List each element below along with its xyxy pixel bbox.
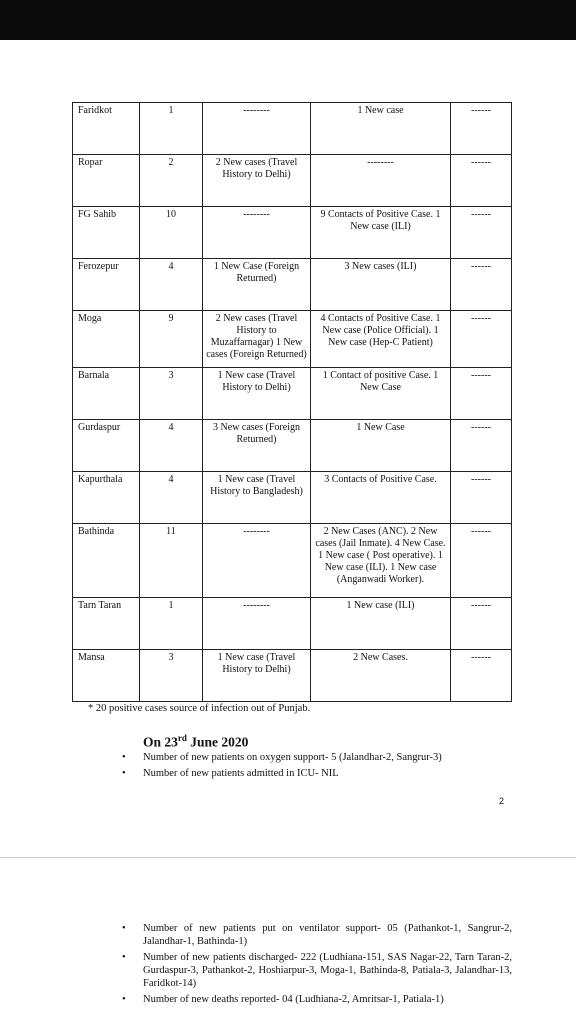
list-item: [122, 751, 502, 764]
bullet-icon: •: [122, 994, 126, 1005]
other-source-cell: ------: [451, 598, 512, 650]
contact-source-cell: 2 New Cases (ANC). 2 New cases (Jail Inmate). 4 New Case. 1 New case ( Post operative). 1 New case (ILI). 1 New case (Anganwadi Worker).: [311, 524, 451, 598]
page2-bullet-list: [122, 922, 512, 1009]
count-cell: 4: [140, 259, 203, 311]
contact-source-cell: 1 Contact of positive Case. 1 New Case: [311, 368, 451, 420]
contact-source-cell: 2 New Cases.: [311, 650, 451, 702]
list-item-text: Number of new patients discharged- 222 (Ludhiana-151, SAS Nagar-22, Tarn Taran-2, Gurdaspur-3, Pathankot-2, Hoshiarpur-3, Moga-1, Bathinda-8, Patiala-3, Jalandhar-13, Faridkot-14): [143, 952, 512, 989]
other-source-cell: ------: [451, 259, 512, 311]
table-row: [73, 524, 512, 598]
count-cell: 3: [140, 368, 203, 420]
count-cell: 11: [140, 524, 203, 598]
heading-ordinal-suffix: rd: [177, 733, 187, 743]
other-source-cell: ------: [451, 420, 512, 472]
table-row: [73, 598, 512, 650]
district-cell: Ferozepur: [73, 259, 140, 311]
contact-source-cell: 3 New cases (ILI): [311, 259, 451, 311]
bullet-icon: •: [122, 752, 126, 763]
district-cell: Faridkot: [73, 103, 140, 155]
other-source-cell: ------: [451, 368, 512, 420]
count-cell: 10: [140, 207, 203, 259]
list-item: [122, 993, 512, 1006]
travel-source-cell: 1 New case (Travel History to Delhi): [203, 650, 311, 702]
table-row: [73, 259, 512, 311]
list-item: [122, 922, 512, 948]
district-cell: Moga: [73, 311, 140, 368]
section-heading: [143, 733, 248, 751]
table-row: [73, 472, 512, 524]
count-cell: 4: [140, 472, 203, 524]
heading-date: On 23: [143, 734, 178, 750]
other-source-cell: ------: [451, 472, 512, 524]
count-cell: 9: [140, 311, 203, 368]
table-row: [73, 103, 512, 155]
table-row: [73, 420, 512, 472]
table-row: [73, 311, 512, 368]
table-row: [73, 368, 512, 420]
list-item: [122, 951, 512, 990]
other-source-cell: ------: [451, 155, 512, 207]
district-cell: Tarn Taran: [73, 598, 140, 650]
district-cell: Ropar: [73, 155, 140, 207]
district-cell: Mansa: [73, 650, 140, 702]
count-cell: 1: [140, 598, 203, 650]
bullet-icon: •: [122, 952, 126, 963]
district-cases-table: [72, 102, 512, 702]
count-cell: 2: [140, 155, 203, 207]
contact-source-cell: --------: [311, 155, 451, 207]
list-item-text: Number of new patients admitted in ICU- NIL: [143, 768, 339, 779]
other-source-cell: ------: [451, 650, 512, 702]
travel-source-cell: 2 New cases (Travel History to Delhi): [203, 155, 311, 207]
travel-source-cell: 2 New cases (Travel History to Muzaffarnagar) 1 New cases (Foreign Returned): [203, 311, 311, 368]
contact-source-cell: 4 Contacts of Positive Case. 1 New case (Police Official). 1 New case (Hep-C Patient): [311, 311, 451, 368]
document-page-2: [0, 858, 576, 1024]
travel-source-cell: --------: [203, 598, 311, 650]
other-source-cell: ------: [451, 103, 512, 155]
travel-source-cell: 1 New Case (Foreign Returned): [203, 259, 311, 311]
travel-source-cell: --------: [203, 103, 311, 155]
section-bullet-list: [122, 751, 502, 783]
other-source-cell: ------: [451, 207, 512, 259]
table-row: [73, 207, 512, 259]
footnote: * 20 positive cases source of infection out of Punjab.: [88, 703, 311, 714]
other-source-cell: ------: [451, 311, 512, 368]
contact-source-cell: 9 Contacts of Positive Case. 1 New case (ILI): [311, 207, 451, 259]
contact-source-cell: 3 Contacts of Positive Case.: [311, 472, 451, 524]
bullet-icon: •: [122, 923, 126, 934]
contact-source-cell: 1 New Case: [311, 420, 451, 472]
district-cell: Gurdaspur: [73, 420, 140, 472]
district-cell: FG Sahib: [73, 207, 140, 259]
table-row: [73, 650, 512, 702]
travel-source-cell: 3 New cases (Foreign Returned): [203, 420, 311, 472]
list-item: [122, 767, 502, 780]
top-black-bar: [0, 0, 576, 40]
count-cell: 1: [140, 103, 203, 155]
list-item-text: Number of new patients put on ventilator support- 05 (Pathankot-1, Sangrur-2, Jalandhar-1, Bathinda-1): [143, 923, 512, 947]
district-cell: Kapurthala: [73, 472, 140, 524]
page-number: 2: [499, 796, 505, 806]
travel-source-cell: --------: [203, 524, 311, 598]
document-page-1: [0, 40, 576, 857]
list-item-text: Number of new deaths reported- 04 (Ludhiana-2, Amritsar-1, Patiala-1): [143, 994, 444, 1005]
contact-source-cell: 1 New case (ILI): [311, 598, 451, 650]
travel-source-cell: 1 New case (Travel History to Bangladesh): [203, 472, 311, 524]
other-source-cell: ------: [451, 524, 512, 598]
district-cell: Bathinda: [73, 524, 140, 598]
count-cell: 4: [140, 420, 203, 472]
bullet-icon: •: [122, 768, 126, 779]
contact-source-cell: 1 New case: [311, 103, 451, 155]
count-cell: 3: [140, 650, 203, 702]
table-row: [73, 155, 512, 207]
travel-source-cell: --------: [203, 207, 311, 259]
travel-source-cell: 1 New case (Travel History to Delhi): [203, 368, 311, 420]
district-cell: Barnala: [73, 368, 140, 420]
list-item-text: Number of new patients on oxygen support- 5 (Jalandhar-2, Sangrur-3): [143, 752, 442, 763]
heading-month-year: June 2020: [186, 734, 249, 750]
